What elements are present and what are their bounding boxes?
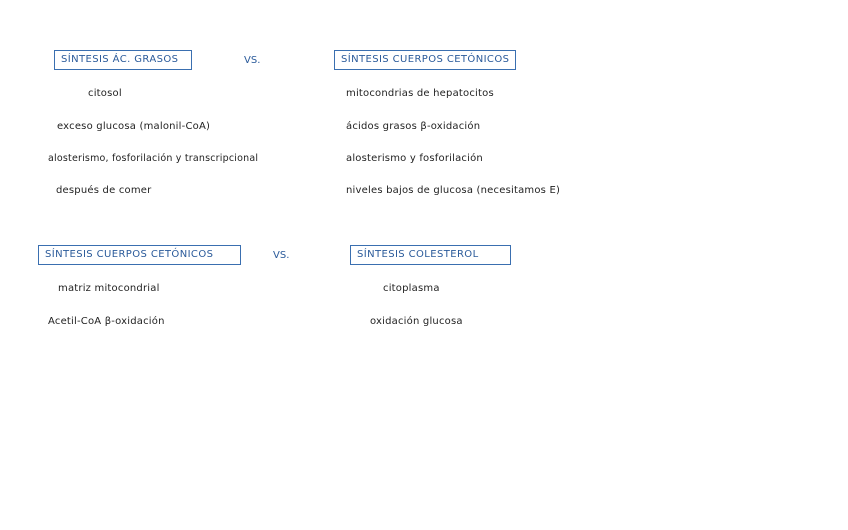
section1-left-item-2: exceso glucosa (malonil-CoA) (57, 121, 211, 132)
section1-vs-label: VS. (244, 55, 261, 66)
section1-right-item-4: niveles bajos de glucosa (necesitamos E) (346, 185, 561, 196)
section1-right-item-3: alosterismo y fosforilación (346, 153, 483, 164)
section1-right-item-1: mitocondrias de hepatocitos (346, 88, 494, 99)
section1-left-title: SÍNTESIS ÁC. GRASOS (54, 50, 192, 70)
section2-left-item-2: Acetil-CoA β-oxidación (48, 316, 165, 327)
section1-left-item-1: citosol (88, 88, 122, 99)
section2-left-item-1: matriz mitocondrial (58, 283, 160, 294)
section2-right-item-2: oxidación glucosa (370, 316, 463, 327)
section2-right-item-1: citoplasma (383, 283, 440, 294)
section2-right-title: SÍNTESIS COLESTEROL (350, 245, 511, 265)
section1-left-item-3: alosterismo, fosforilación y transcripcional (48, 153, 259, 164)
section1-left-item-4: después de comer (56, 185, 152, 196)
section2-vs-label: VS. (273, 250, 290, 261)
section1-right-title: SÍNTESIS CUERPOS CETÓNICOS (334, 50, 516, 70)
section2-left-title: SÍNTESIS CUERPOS CETÓNICOS (38, 245, 241, 265)
section1-right-item-2: ácidos grasos β-oxidación (346, 121, 481, 132)
